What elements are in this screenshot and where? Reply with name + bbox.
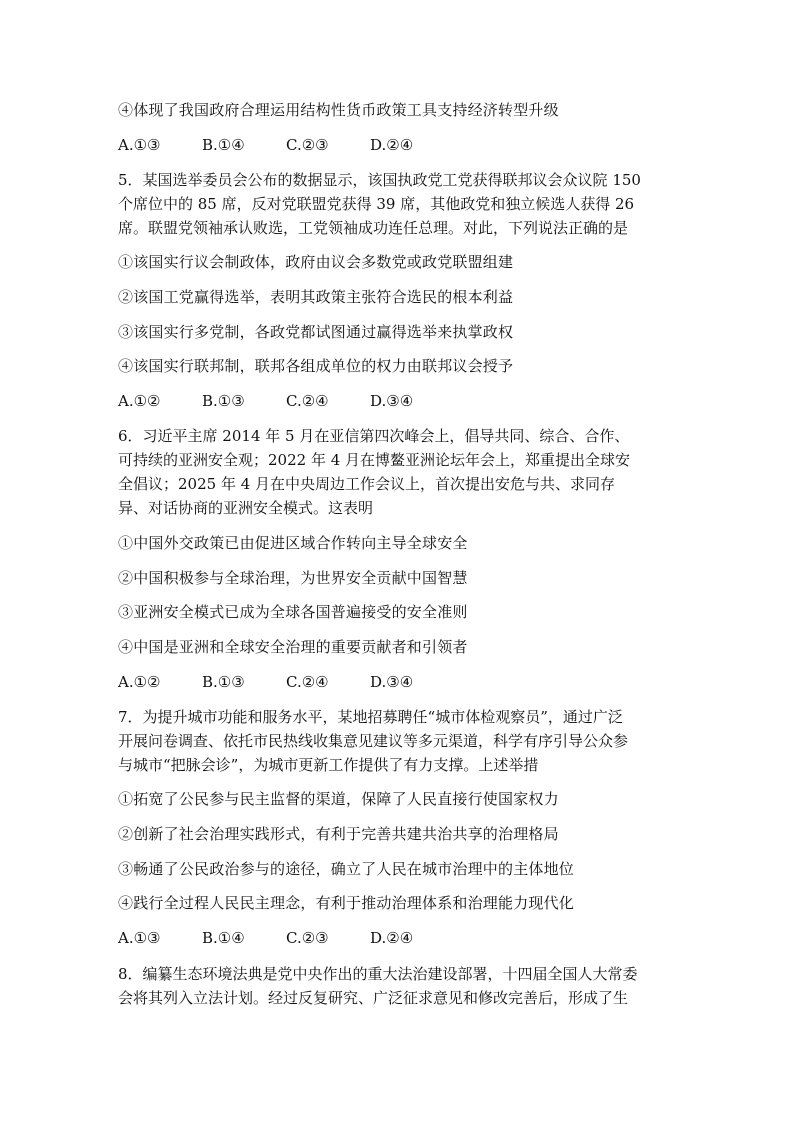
q6-option-b: B.①③ xyxy=(202,673,245,691)
q7-item-2: ②创新了社会治理实践形式，有利于完善共建共治共享的治理格局 xyxy=(118,825,559,843)
q5-option-a: A.①② xyxy=(118,392,161,410)
q7-stem-line-2: 开展问卷调查、依托市民热线收集意见建议等多元渠道，科学有序引导公众参 xyxy=(118,732,629,750)
q5-stem-line-1: 5．某国选举委员会公布的数据显示，该国执政党工党获得联邦议会众议院 150 xyxy=(118,171,641,189)
q7-item-1: ①拓宽了公民参与民主监督的渠道，保障了人民直接行使国家权力 xyxy=(118,790,559,808)
q7-option-b: B.①④ xyxy=(202,929,245,947)
q6-stem-line-1: 6．习近平主席 2014 年 5 月在亚信第四次峰会上，倡导共同、综合、合作、 xyxy=(118,427,630,445)
q7-option-c: C.②③ xyxy=(286,929,329,947)
q5-item-1: ①该国实行议会制政体，政府由议会多数党或政党联盟组建 xyxy=(118,253,514,271)
q7-option-d: D.②④ xyxy=(370,929,414,947)
q5-option-d: D.③④ xyxy=(370,392,414,410)
q4-item-4: ④体现了我国政府合理运用结构性货币政策工具支持经济转型升级 xyxy=(118,101,559,119)
q6-stem-line-2: 可持续的亚洲安全观；2022 年 4 月在博鳌亚洲论坛年会上，郑重提出全球安 xyxy=(118,451,631,469)
q4-option-d: D.②④ xyxy=(370,136,414,154)
q8-stem-line-1: 8．编纂生态环境法典是党中央作出的重大法治建设部署，十四届全国人大常委 xyxy=(118,965,638,983)
q4-option-c: C.②③ xyxy=(286,136,329,154)
q6-item-2: ②中国积极参与全球治理，为世界安全贡献中国智慧 xyxy=(118,569,468,587)
q4-options xyxy=(118,135,454,155)
q5-item-3: ③该国实行多党制，各政党都试图通过赢得选举来执掌政权 xyxy=(118,323,514,341)
q5-stem-line-2: 个席位中的 85 席，反对党联盟党获得 39 席，其他政党和独立候选人获得 26 xyxy=(118,195,635,213)
q7-options xyxy=(118,928,454,948)
q6-stem-line-4: 异、对话协商的亚洲安全模式。这表明 xyxy=(118,499,374,517)
q5-option-b: B.①③ xyxy=(202,392,245,410)
q6-item-3: ③亚洲安全模式已成为全球各国普遍接受的安全准则 xyxy=(118,603,468,621)
q6-option-c: C.②④ xyxy=(286,673,329,691)
q7-stem-line-1: 7．为提升城市功能和服务水平，某地招募聘任“城市体检观察员”，通过广泛 xyxy=(118,708,623,726)
q5-option-c: C.②④ xyxy=(286,392,329,410)
q4-option-b: B.①④ xyxy=(202,136,245,154)
q6-item-4: ④中国是亚洲和全球安全治理的重要贡献者和引领者 xyxy=(118,638,468,656)
q4-option-a: A.①③ xyxy=(118,136,161,154)
q7-item-4: ④践行全过程人民民主理念，有利于推动治理体系和治理能力现代化 xyxy=(118,894,575,912)
q8-stem-line-2: 会将其列入立法计划。经过反复研究、广泛征求意见和修改完善后，形成了生 xyxy=(118,989,629,1007)
q5-item-4: ④该国实行联邦制，联邦各组成单位的权力由联邦议会授予 xyxy=(118,357,514,375)
q5-stem-line-3: 席。联盟党领袖承认败选，工党领袖成功连任总理。对此，下列说法正确的是 xyxy=(118,219,629,237)
q7-item-3: ③畅通了公民政治参与的途径，确立了人民在城市治理中的主体地位 xyxy=(118,860,575,878)
q6-option-d: D.③④ xyxy=(370,673,414,691)
q6-option-a: A.①② xyxy=(118,673,161,691)
q6-stem-line-3: 全倡议；2025 年 4 月在中央周边工作会议上，首次提出安危与共、求同存 xyxy=(118,475,616,493)
q6-item-1: ①中国外交政策已由促进区域合作转向主导全球安全 xyxy=(118,534,468,552)
q7-option-a: A.①③ xyxy=(118,929,161,947)
q6-options xyxy=(118,672,454,692)
q5-item-2: ②该国工党赢得选举，表明其政策主张符合选民的根本利益 xyxy=(118,288,514,306)
q5-options xyxy=(118,391,454,411)
q7-stem-line-3: 与城市“把脉会诊”，为城市更新工作提供了有力支撑。上述举措 xyxy=(118,756,539,774)
